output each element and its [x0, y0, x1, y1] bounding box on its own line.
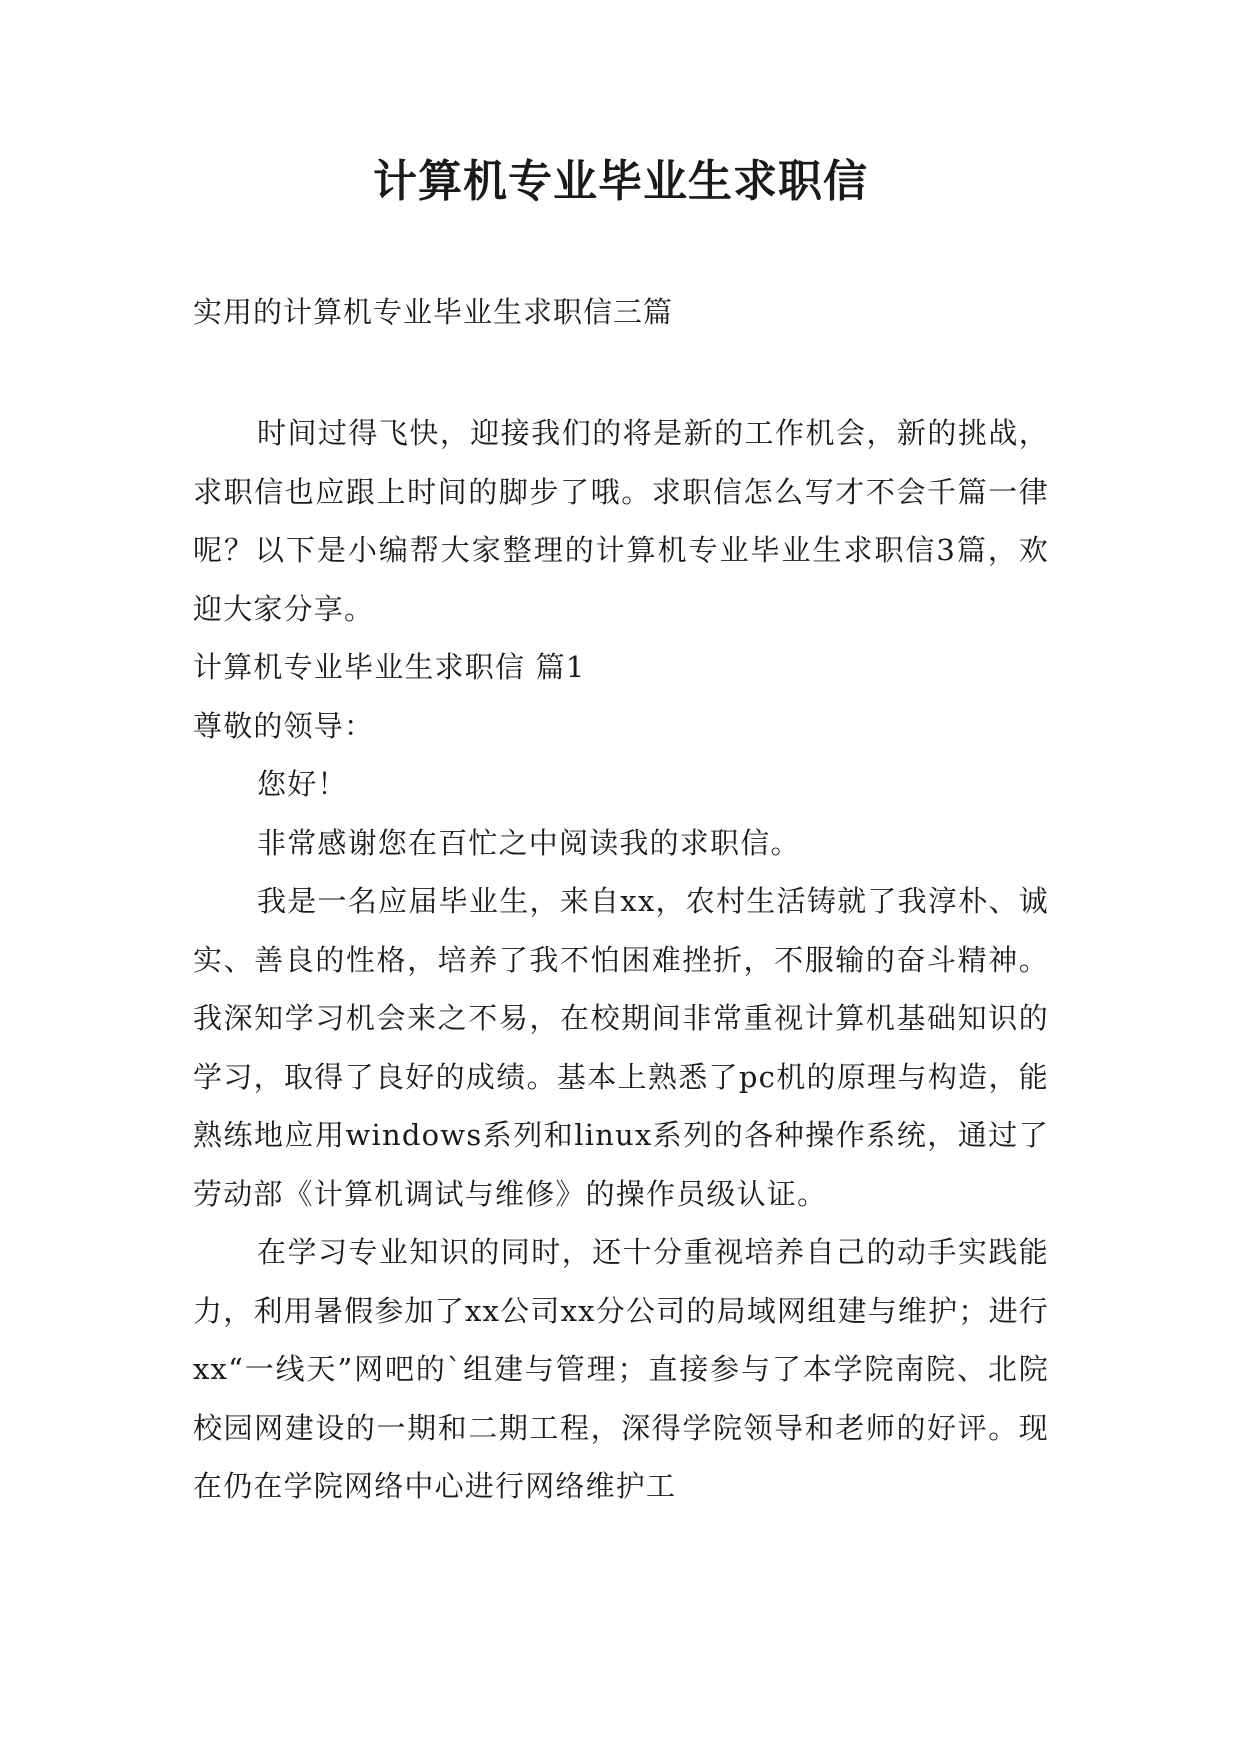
- practice-paragraph: 在学习专业知识的同时，还十分重视培养自己的动手实践能力，利用暑假参加了xx公司xx分公司的局域网组建与维护；进行xx“一线天”网吧的`组建与管理；直接参与了本学院南院、北院校园网建设的一期和二期工程，深得学院领导和老师的好评。现在仍在学院网络中心进行网络维护工: [193, 1235, 1049, 1503]
- document-subtitle: 实用的计算机专业毕业生求职信三篇: [193, 295, 674, 329]
- greeting: 您好！: [257, 767, 348, 801]
- salutation: 尊敬的领导：: [193, 708, 375, 743]
- document-title: 计算机专业毕业生求职信: [373, 156, 868, 207]
- thanks-paragraph: 非常感谢您在百忙之中阅读我的求职信。: [257, 825, 801, 860]
- section-heading: 计算机专业毕业生求职信 篇1: [193, 650, 586, 684]
- background-paragraph: 我是一名应届毕业生，来自xx，农村生活铸就了我淳朴、诚实、善良的性格，培养了我不怕困难挫折，不服输的奋斗精神。我深知学习机会来之不易，在校期间非常重视计算机基础知识的学习，取得了良好的成绩。基本上熟悉了pc机的原理与构造，能熟练地应用windows系列和linux系列的各种操作系统，通过了劳动部《计算机调试与维修》的操作员级认证。: [193, 884, 1049, 1211]
- intro-paragraph: 时间过得飞快，迎接我们的将是新的工作机会，新的挑战，求职信也应跟上时间的脚步了哦。求职信怎么写才不会千篇一律呢？以下是小编帮大家整理的计算机专业毕业生求职信3篇，欢迎大家分享。: [193, 416, 1049, 626]
- document-body: [193, 404, 1049, 1516]
